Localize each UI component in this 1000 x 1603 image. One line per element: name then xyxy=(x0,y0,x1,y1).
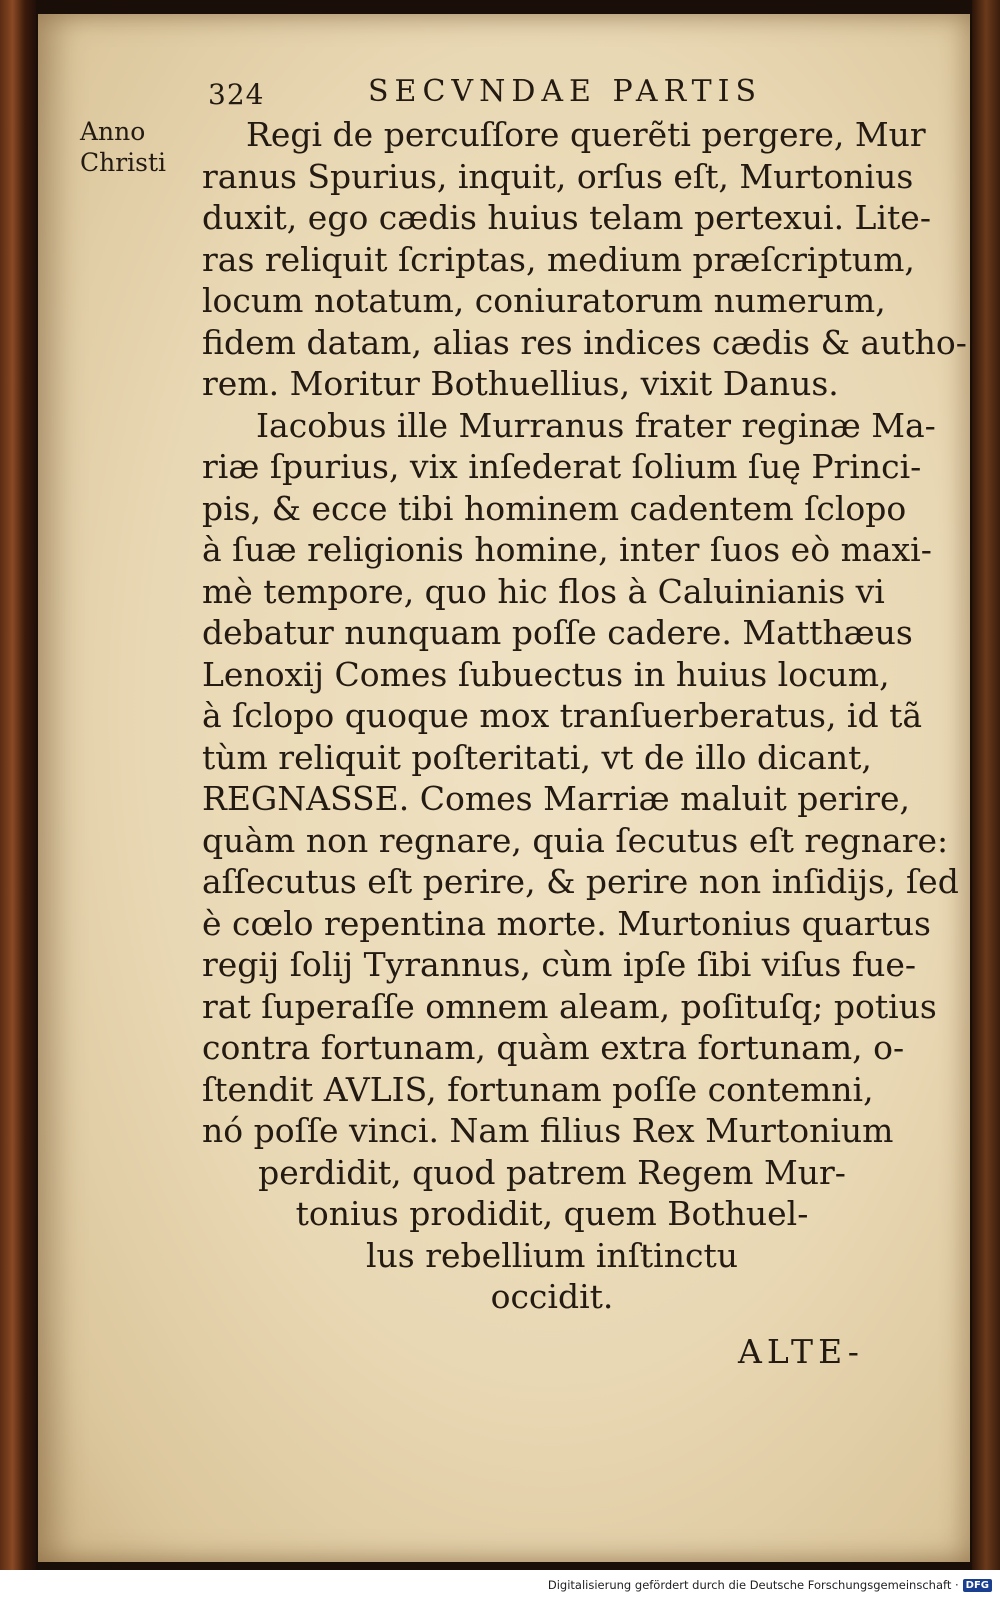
text-line: ras reliquit ſcriptas, medium præſcriptum, xyxy=(202,239,915,279)
text-line: Regi de percuſſore querẽti pergere, Mur xyxy=(246,115,926,154)
running-head: SECVNDAE PARTIS xyxy=(368,74,763,109)
margin-note xyxy=(80,116,220,178)
text-line: regij ſolij Tyrannus, cùm ipſe ſibi viſus fue- xyxy=(202,945,916,984)
text-line: debatur nunquam poſſe cadere. Matthæus xyxy=(202,613,913,652)
text-line: mè tempore, quo hic flos à Caluinianis vi xyxy=(202,571,885,611)
text-line: occidit. xyxy=(490,1277,614,1316)
text-line: lus rebellium inſtinctu xyxy=(366,1235,738,1275)
text-line: riæ ſpurius, vix inſederat ſolium ſuę Princi- xyxy=(202,447,922,486)
margin-note-line: Christi xyxy=(80,148,167,177)
book-cover-left xyxy=(0,0,36,1570)
text-line: rat ſuperaſſe omnem aleam, poſituſq; potius xyxy=(202,986,937,1026)
margin-note-line: Anno xyxy=(80,117,146,146)
text-line: rem. Moritur Bothuellius, vixit Danus. xyxy=(202,364,839,403)
text-line: è cœlo repentina morte. Murtonius quartus xyxy=(202,903,931,943)
text-line: Iacobus ille Murranus frater reginæ Ma- xyxy=(256,405,936,445)
catchword: ALTE- xyxy=(738,1332,864,1371)
text-line: Lenoxij Comes ſubuectus in huius locum, xyxy=(202,654,890,694)
text-line: ranus Spurius, inquit, orſus eſt, Murtonius xyxy=(202,156,914,196)
text-line: pis, & ecce tibi hominem cadentem ſclopo xyxy=(202,488,907,528)
book-cover-right xyxy=(972,0,1000,1570)
text-line: à ſuæ religionis homine, inter ſuos eò maxi- xyxy=(202,530,932,569)
text-line: locum notatum, coniuratorum numerum, xyxy=(202,281,886,320)
page-number: 324 xyxy=(208,78,265,111)
text-line: fidem datam, alias res indices cædis & autho- xyxy=(202,322,967,362)
text-line: tonius prodidit, quem Bothuel- xyxy=(295,1194,809,1233)
text-line: duxit, ego cædis huius telam pertexui. Lite- xyxy=(202,198,931,237)
body-text xyxy=(202,114,967,1318)
text-line: tùm reliquit poſteritati, vt de illo dicant, xyxy=(202,737,872,777)
text-line: aſſecutus eſt perire, & perire non inſidijs, ſed xyxy=(202,862,959,901)
text-line: quàm non regnare, quia ſecutus eſt regnare: xyxy=(202,820,949,860)
text-line: nó poſſe vinci. Nam filius Rex Murtonium xyxy=(202,1111,894,1150)
dfg-logo-icon: DFG xyxy=(963,1579,992,1592)
text-line: contra fortunam, quàm extra fortunam, o- xyxy=(202,1028,905,1067)
digitization-credit xyxy=(548,1578,992,1592)
text-line: REGNASSE. Comes Marriæ maluit perire, xyxy=(202,779,911,818)
book-page xyxy=(38,14,970,1562)
text-line: perdidit, quod patrem Regem Mur- xyxy=(258,1152,846,1192)
text-line: ſtendit AVLIS, fortunam poſſe contemni, xyxy=(202,1069,874,1109)
credit-text: Digitalisierung gefördert durch die Deutsche Forschungsgemeinschaft · xyxy=(547,1578,959,1592)
text-line: à ſclopo quoque mox tranſuerberatus, id tã xyxy=(202,696,923,735)
